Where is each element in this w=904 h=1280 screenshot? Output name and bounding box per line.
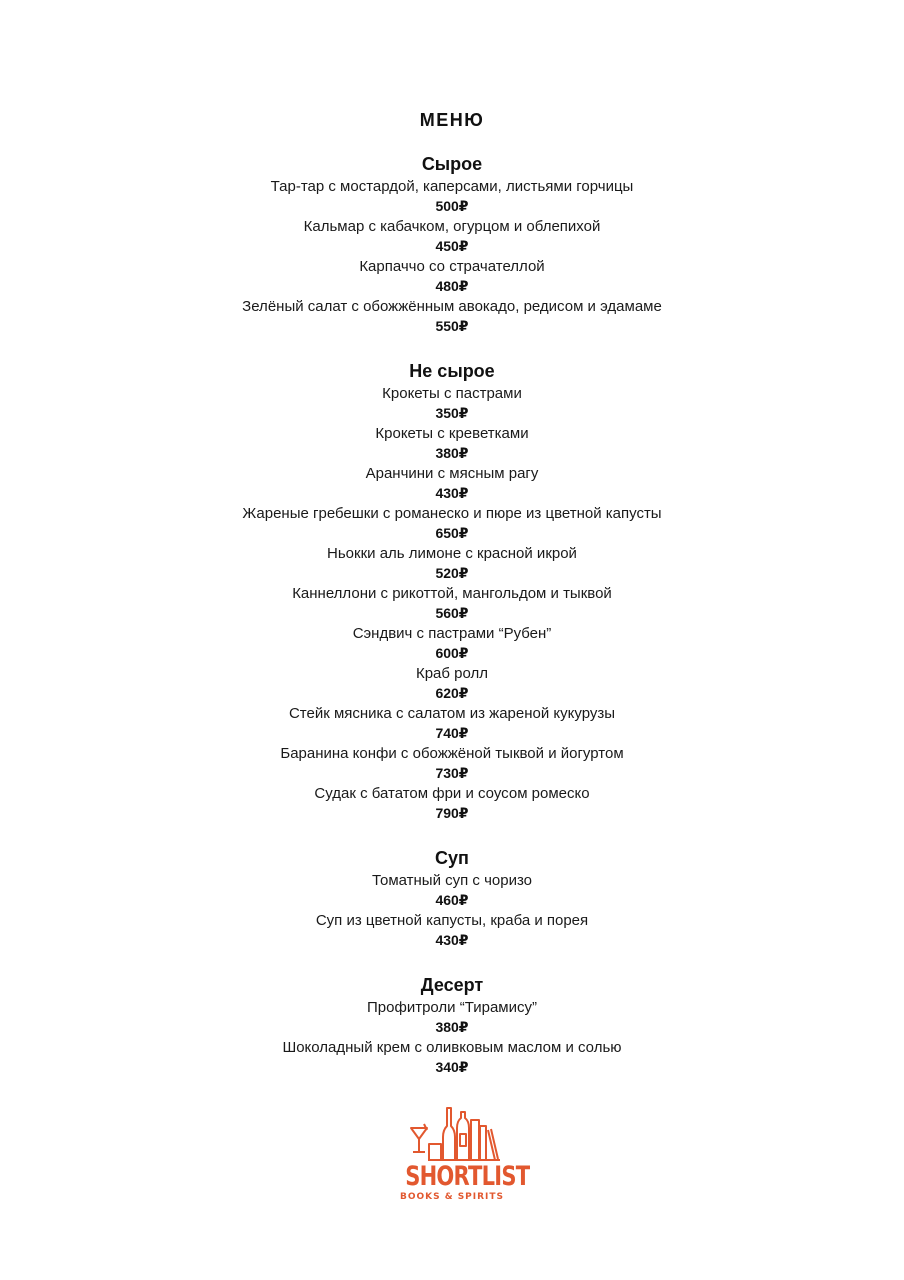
section-items bbox=[0, 870, 904, 950]
item-name: Стейк мясника с салатом из жареной кукурузы bbox=[288, 705, 616, 722]
menu-section bbox=[0, 359, 904, 823]
item-price: 430₽ bbox=[435, 932, 469, 948]
item-name: Профитроли “Тирамису” bbox=[367, 999, 537, 1016]
menu-item bbox=[0, 216, 904, 256]
item-name: Томатный суп с чоризо bbox=[371, 872, 533, 889]
menu-title: МЕНЮ bbox=[419, 110, 485, 130]
menu-item bbox=[0, 997, 904, 1037]
menu-section bbox=[0, 152, 904, 336]
item-name: Крокеты с креветками bbox=[375, 425, 529, 442]
section-items bbox=[0, 997, 904, 1077]
item-price: 520₽ bbox=[435, 565, 469, 581]
item-price: 380₽ bbox=[435, 445, 469, 461]
item-price: 730₽ bbox=[435, 765, 469, 781]
section-title: Не сырое bbox=[409, 361, 495, 381]
item-name: Судак с бататом фри и соусом ромеско bbox=[314, 785, 590, 802]
menu-item bbox=[0, 663, 904, 703]
item-price: 620₽ bbox=[435, 685, 469, 701]
item-price: 380₽ bbox=[435, 1019, 469, 1035]
menu-item bbox=[0, 503, 904, 543]
menu-item bbox=[0, 783, 904, 823]
item-price: 560₽ bbox=[435, 605, 469, 621]
item-name: Каннеллони с рикоттой, мангольдом и тыквой bbox=[292, 585, 612, 602]
item-name: Сэндвич с пастрами “Рубен” bbox=[352, 625, 552, 642]
menu-item bbox=[0, 543, 904, 583]
section-items bbox=[0, 176, 904, 336]
section-title: Десерт bbox=[420, 975, 484, 995]
item-name: Аранчини с мясным рагу bbox=[365, 465, 539, 482]
item-price: 350₽ bbox=[435, 405, 469, 421]
item-price: 340₽ bbox=[435, 1059, 469, 1075]
menu-section bbox=[0, 973, 904, 1077]
section-title: Сырое bbox=[421, 154, 483, 174]
item-price: 480₽ bbox=[435, 278, 469, 294]
item-name: Жареные гребешки с романеско и пюре из цветной капусты bbox=[242, 505, 662, 522]
item-name: Баранина конфи с обожжёной тыквой и йогуртом bbox=[280, 745, 624, 762]
menu-item bbox=[0, 1037, 904, 1077]
menu-item bbox=[0, 910, 904, 950]
menu-item bbox=[0, 383, 904, 423]
menu-item bbox=[0, 423, 904, 463]
menu-item bbox=[0, 583, 904, 623]
menu-item bbox=[0, 463, 904, 503]
item-name: Карпаччо со страчателлой bbox=[359, 258, 545, 275]
bottles-books-icon bbox=[402, 1104, 502, 1162]
item-name: Тар-тар с мостардой, каперсами, листьями горчицы bbox=[270, 178, 634, 195]
item-price: 460₽ bbox=[435, 892, 469, 908]
menu-item bbox=[0, 176, 904, 216]
item-name: Кальмар с кабачком, огурцом и облепихой bbox=[303, 218, 601, 235]
item-price: 500₽ bbox=[435, 198, 469, 214]
item-name: Суп из цветной капусты, краба и порея bbox=[315, 912, 589, 929]
menu-item bbox=[0, 743, 904, 783]
item-price: 550₽ bbox=[435, 318, 469, 334]
item-price: 650₽ bbox=[435, 525, 469, 541]
item-name: Крокеты с пастрами bbox=[382, 385, 522, 402]
menu-sections bbox=[0, 152, 904, 1100]
section-title: Суп bbox=[435, 848, 469, 868]
section-items bbox=[0, 383, 904, 823]
logo-subtitle: BOOKS & SPIRITS bbox=[399, 1192, 505, 1202]
item-price: 740₽ bbox=[435, 725, 469, 741]
item-name: Ньокки аль лимоне с красной икрой bbox=[327, 545, 577, 562]
shortlist-logo bbox=[392, 1104, 530, 1216]
menu-section bbox=[0, 846, 904, 950]
item-name: Краб ролл bbox=[415, 665, 489, 682]
menu-item bbox=[0, 623, 904, 663]
item-price: 790₽ bbox=[435, 805, 469, 821]
item-name: Зелёный салат с обожжённым авокадо, редисом и эдамаме bbox=[242, 298, 662, 315]
item-price: 600₽ bbox=[435, 645, 469, 661]
menu-item bbox=[0, 296, 904, 336]
item-price: 450₽ bbox=[435, 238, 469, 254]
menu-item bbox=[0, 256, 904, 296]
menu-item bbox=[0, 870, 904, 910]
logo-wordmark: SHORTLIST bbox=[405, 1161, 530, 1192]
item-name: Шоколадный крем с оливковым маслом и солью bbox=[282, 1039, 622, 1056]
menu-item bbox=[0, 703, 904, 743]
item-price: 430₽ bbox=[435, 485, 469, 501]
